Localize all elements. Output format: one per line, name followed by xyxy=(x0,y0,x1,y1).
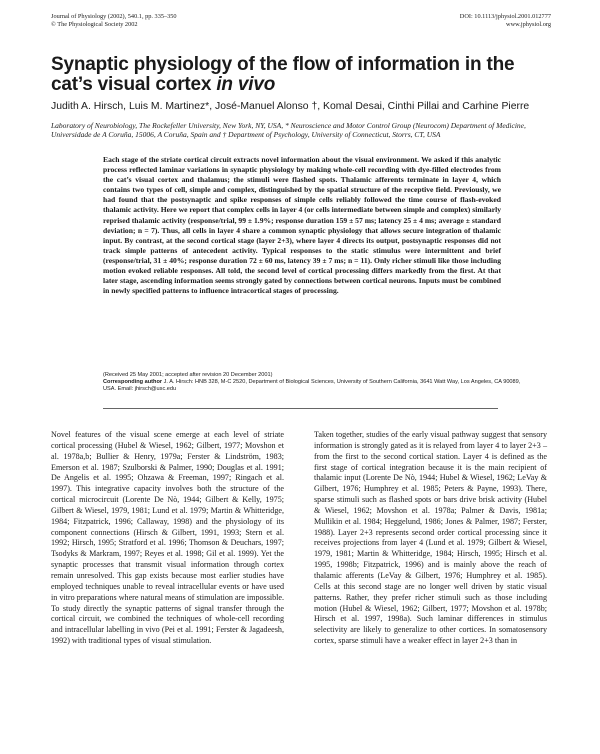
body-column-left: Novel features of the visual scene emerge at each level of striate cortical processing (Hubel & Wiesel, 1962; Gilbert, 1977; Movshon et al. 1978a,b; Bullier & Henry, 1979a; Ferster & Lindström, 1983; Emerson et al. 1987; Szulborski & Palmer, 1990; Douglas et al. 1991; De Angelis et al. 1995; Ohzawa & Freeman, 1997; Ringach et al. 1997). This integrative capacity involves both the structure of the cortical microcircuit (Lorente De Nò, 1944; Gilbert & Kelly, 1975; Gilbert & Wiesel, 1979, 1981; Lund et al. 1979; Martin & Whitteridge, 1984; Fitzpatrick, 1996; Callaway, 1998) and the physiology of its component connections (Hirsch & Gilbert, 1991, 1993; Stern et al. 1992; Hirsch, 1995; Stratford et al. 1996; Thomson & Deuchars, 1997; Tsodyks & Markram, 1997; Reyes et al. 1998; Gil et al. 1999). Yet the synaptic processes that transmit visual information through cortex remain unresolved. This gap exists because most earlier studies have employed techniques unable to reveal intracellular events or have used in vitro preparations where natural means of stimulation are impossible. To study directly the synaptic patterns of signal transfer through the cortical circuit, we combined the techniques of whole-cell recording and intracellular labelling in vivo (Pei et al. 1991; Ferster & Jagadeesh, 1992) with traditional types of visual stimulation. xyxy=(51,430,284,646)
corresponding-label: Corresponding author xyxy=(103,379,163,386)
title-italic: in vivo xyxy=(216,74,276,95)
doi-line: DOI: 10.1113/jphysiol.2001.012777 xyxy=(459,13,551,20)
affiliations: Laboratory of Neurobiology, The Rockefeller University, New York, NY, USA, * Neuroscience and Motor Control Group (Neurocom) Department of Medicine, Universidade de A Coruña, 15006, A Coruña, Spain and † Department of Psychology, University of Connecticut, Storrs, CT, USA xyxy=(51,121,526,140)
corresponding-text: J. A. Hirsch: HNB 328, M-C 2520, Department of Biological Sciences, University of Southern California, 3641 Watt Way, Los Angeles, CA 90089, USA. Email: jhirsch@usc.edu xyxy=(103,379,521,393)
author-list: Judith A. Hirsch, Luis M. Martinez*, José-Manuel Alonso †, Komal Desai, Cinthi Pillai and Carhine Pierre xyxy=(51,101,530,112)
received-line: (Received 25 May 2001; accepted after revision 20 December 2001) xyxy=(103,372,273,378)
journal-line: Journal of Physiology (2002), 540.1, pp. 335–350 xyxy=(51,13,177,20)
website-link[interactable]: www.jphysiol.org xyxy=(506,21,551,28)
copyright-line: © The Physiological Society 2002 xyxy=(51,21,138,28)
divider xyxy=(103,408,498,409)
body-column-right: Taken together, studies of the early visual pathway suggest that sensory information is strongly gated as it is relayed from layer 4 to layer 2+3 – from the first to the second cortical station. Layer 4 is defined as the first stage of cortical integration because it is the main recipient of thalamic input (Lorente De Nò, 1944; Hubel & Wiesel, 1962; LeVay & Gilbert, 1976; Humphrey et al. 1985; Peters & Payne, 1993). There, sparse stimuli such as flashed spots or bars drive brisk activity (Hubel & Wiesel, 1962; Movshon et al. 1978a; Palmer & Davis, 1981a; Mullikin et al. 1984; Heggelund, 1986; Jones & Palmer, 1987; Ferster, 1988). Layer 2+3 represents second order cortical processing since it receives projections from layer 4 (Lund et al. 1979; Gilbert & Wiesel, 1979, 1981; Martin & Whitteridge, 1984; Hirsch, 1995; Hirsch et al. 1995, 1998b; Fitzpatrick, 1996) and is mainly above the reach of thalamic afferents (LeVay & Gilbert, 1976; Humphrey et al. 1985). Cells at this second stage are no longer well driven by static visual patterns. Rather, they prefer richer stimuli such as those including motion (Hubel & Wiesel, 1962; Gilbert, 1977; Movshon et al. 1978b; Hirsch et al. 1997, 1998a). Such laminar differences in stimulus selectivity are likely to generalize to other cortices. In somatosensory cortex, sparse stimuli have a weaker effect in layer 2+3 than in xyxy=(314,430,547,646)
corresponding-author xyxy=(103,379,523,393)
doi-block xyxy=(460,13,551,29)
title-main: Synaptic physiology of the flow of information in the cat’s visual cortex xyxy=(51,54,515,95)
article-dates xyxy=(103,372,523,394)
abstract: Each stage of the striate cortical circuit extracts novel information about the visual environment. We asked if this analytic process reflected laminar variations in synaptic physiology by making whole-cell recording with dye-filled electrodes from the cat’s visual cortex and thalamus; the stimuli were flashed spots. Thalamic afferents terminate in layer 4, which contains two types of cell, simple and complex, distinguished by the spatial structure of the receptive field. Previously, we had found that the postsynaptic and spike responses of simple cells reliably followed the time course of flash-evoked thalamic activity. Here we report that complex cells in layer 4 (or cells intermediate between simple and complex) similarly reprised thalamic activity (response/trial, 99 ± 1.9%; response duration 159 ± 57 ms; latency 25 ± 4 ms; average ± standard deviation; n = 7). Thus, all cells in layer 4 share a common synaptic physiology that allows secure integration of thalamic input. By contrast, at the second cortical stage (layer 2+3), where layer 4 directs its output, postsynaptic responses did not track simple patterns of antecedent activity. Typical responses to the static stimulus were intermittent and brief (response/trial, 31 ± 40%; response duration 72 ± 60 ms, latency 39 ± 7 ms; n = 11). Only richer stimuli like those including motion evoked reliable responses. All told, the second level of cortical processing differs markedly from the first. At that later stage, ascending information seems strongly gated by connections between cortical neurons. Inputs must be combined in newly specified patterns to influence intracortical stages of processing. xyxy=(103,155,501,296)
journal-citation xyxy=(51,13,177,29)
article-title xyxy=(51,55,551,95)
